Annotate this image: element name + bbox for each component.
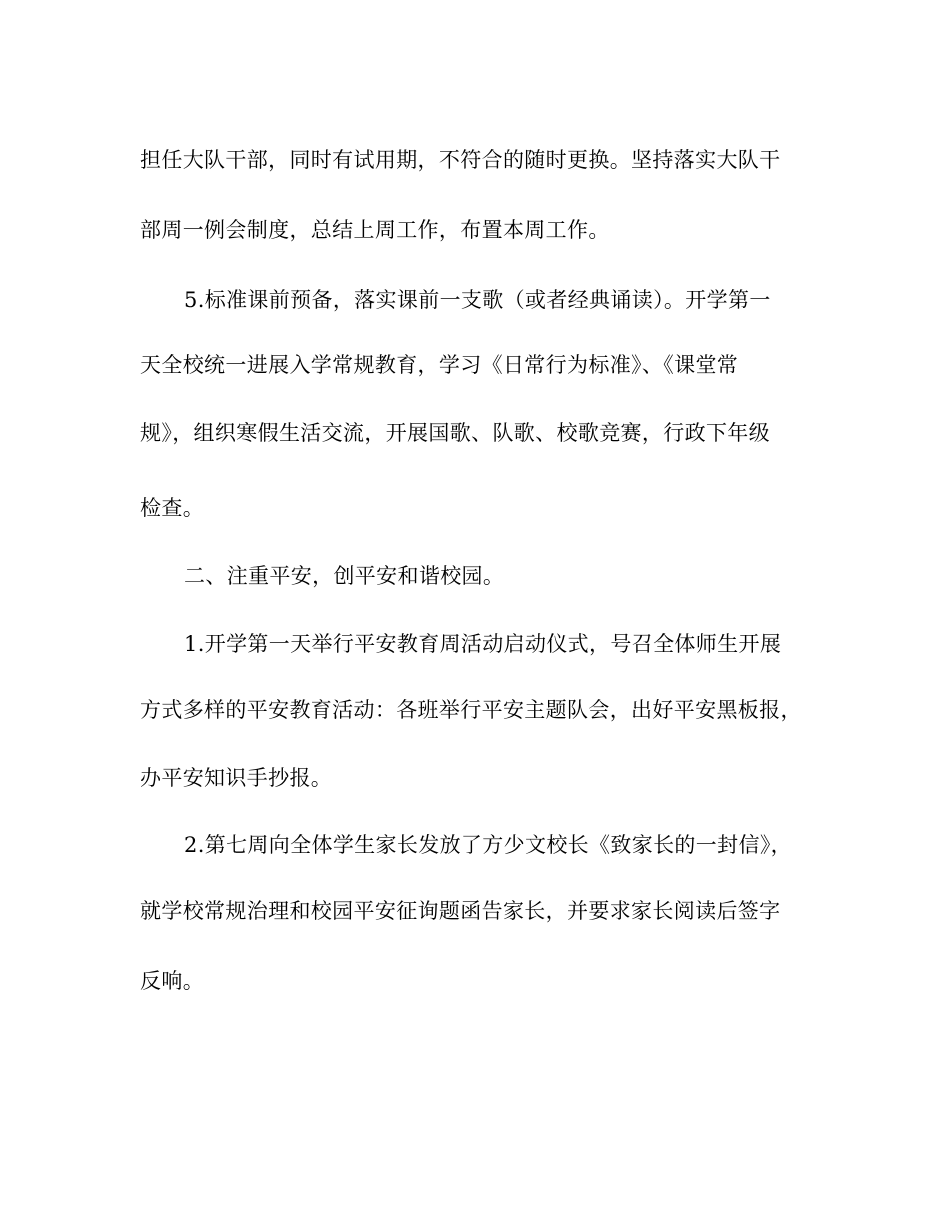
paragraph-line: 天全校统一进展入学常规教育，学习《日常行为标准》、《课堂常 (140, 353, 739, 377)
paragraph-line: 方式多样的平安教育活动：各班举行平安主题队会，出好平安黑板报， (140, 698, 802, 722)
paragraph-line: 5.标准课前预备，落实课前一支歌（或者经典诵读）。开学第一 (184, 288, 771, 312)
paragraph-line: 规》，组织寒假生活交流，开展国歌、队歌、校歌竞赛，行政下年级 (140, 421, 770, 445)
paragraph-line: 反响。 (140, 969, 205, 993)
paragraph-line: 检查。 (140, 496, 205, 520)
paragraph-line: 办平安知识手抄报。 (140, 766, 333, 790)
paragraph-line: 2.第七周向全体学生家长发放了方少文校长《致家长的一封信》， (184, 833, 793, 857)
paragraph-line: 1.开学第一天举行平安教育周活动启动仪式，号召全体师生开展 (184, 632, 782, 656)
section-heading: 二、注重平安，创平安和谐校园。 (184, 564, 505, 588)
paragraph-line: 担任大队干部，同时有试用期，不符合的随时更换。坚持落实大队干 (140, 148, 781, 172)
paragraph-line: 部周一例会制度，总结上周工作，布置本周工作。 (140, 218, 610, 242)
paragraph-line: 就学校常规治理和校园平安征询题函告家长，并要求家长阅读后签字 (140, 899, 781, 923)
